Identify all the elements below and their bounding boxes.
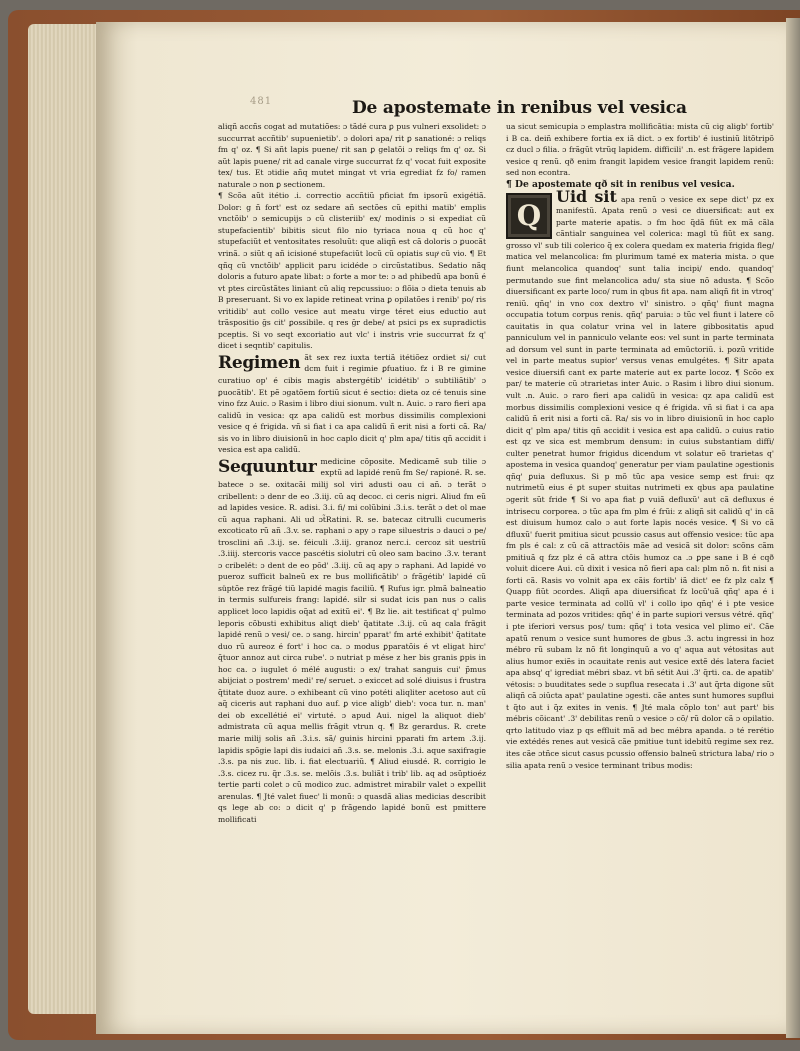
right-paragraph-2: apa renũ ɔ vesice ex sepe dict' pz ex manifestũ. Apata renũ ɔ vesi ce diuersificat: aut ex parte materie apatis. ɔ fm hoc q̃dã fiũt ex mã cãla cãntialr sanguinea vel colerica: magl tũ fiũt ex sang. grosso vl' sub tili colerico q̃ ex colera quedam ex materia frigida fleg/ matica vel melancolica: fm plurimum tamé ex materia mista. ɔ que fiunt melancolica quandoq' sunt talia incipi/ endo. quandoq' permutando sue fint melancolica adu/ sta siue nõ adusta. ¶ Scõo diuersificant ex parte loco/ rum in qbus fit apa. nam aliqñ fit in vtroq' reniũ. qñq' in vno cox dextro vl' sinistro. ɔ qñq' fiunt magna occupatia totum corpus renis. qñq' paruia: ɔ tũc vel fiunt i latere cõ cauitatis in qua colatur vrina vel in latere gibbositatis apud panniculum vel in panniculo velante eos: vel sunt in parte terminata ad dorsum vel sunt in parte terminata ad emũctoriũ. i. pozũ vritide vel in parte meatus supior' versus venas emulgétes. ¶ Sitr apata vesice diuersifi cant ex parte materie aut ex parte locoz. ¶ Scõo ex par/ te materie cũ ɔtrarietas inter Auic. ɔ Rasim i libro diui sionum. vult .n. Auic. ɔ raro fieri apa calidũ in vesica: qz apa calidũ est morbus dissimilis complexioni vesice q é frigida. vñ si fiat i ca apa calidũ ñ erit nisi a forti cã. Ra/ sis vo in libro diuisionũ in hoc caplo dicit q' plm apa/ titis qñ accidit i vesica est apa calidũ. ɔ cuius ratio est qz ve sica est membrum densum: in cuius substantiam diffi/ culter penetrat humor frigidus dicendum vt solatur eõ trarietas q' apostema in vesica quandoq' generatur per viam paulatine ɔgestionis qñq' ꝑuia defluxus. Si p mõ tũc apa vesice semp est frui: qz nutrimetũ eius é ꝑt super stuitas nutrimeti ex qbus apa paulatine ɔgerit sũt fride ¶ Si vo apa fiat ꝑ vuiã defluxũ' aut cã defluxus é intrisecu corporea. ɔ tũc apa fm plm é frũi: z aliqñ sit calidũ q' in cã est diuisum humoz calo ɔ aut forte lapis nocés vesice. ¶ Si vo cã dfluxũ' fuerit pmitiua sicut pcussio casus aut offensio vesice: tũc apa fm pls é cal: z cũ cã attractõis mãe ad vesicã sit dolor: scõns cãm pmitiuã q fzz plz é cã attra ctõis humoz ca .ɔ ꝑpe sane i B é cqð voluit dicere Aui. cũ dixit i vesica nõ fieri apa cal: plm nõ n. fit nisi a forti cã. Rasis vo volnit apa ex cãis fortib' iã dict' ee fz plz calz ¶ Quapp fiũt ɔcordes. Aliqñ apa diuersificat fz locũ'uã qñq' apa é i parte vesice terminata ad collũ vl' i collo ipo qñq' é i pte vesice terminata ad pozos vritides: qñq' é in parte supiori versus vétré. qñq' i pte iferiori versus pos/ tum: qñq' i tota vesica vel plimo ei'. Cãe apatũ renum ɔ vesice sunt humores de gbus .3. actu ingressi in hoz mébro rũ subam lz nõ fit longinquũ a vo q' aqua aut vétositas aut alius humor exiẽs in ɔcauitate renis aut vesice extẽ dés latera faciet apa absq' q' igrediat mébri sbaz. vt bñ sétit Aui .3' q̃rti. ca. de apatib' vétosis: ɔ buuditates sede ɔ supflua resecata i .3' aut q̃rta digone sũt aliqñ cã ɔiūcta apat' paulatine ɔgesti. cãe antes sunt humores supflui t q̃to aut i q̃z exites in venis. ¶ Jté mala cõplo ton' aut part' bis mébris cõicant' .3' debilitas renũ ɔ vesice ɔ cõ/ rũ dolor cã ɔ opilatio. qrto latitudo viaz p qs effluit mã ad bec mébra apanda. ɔ té rerétio vie extédés renes aut vesicã cãe pmitiue tunt idebitũ regime sex rez. ites cãe ɔtñce sicut casus pcussio offensio balneũ strictura laba/ rio ɔ silia apata renũ ɔ vesice terminant tribus modis: xyxy=(506,194,774,770)
chapter-heading: ¶ De apostemate qð sit in renibus vel vesica. xyxy=(506,178,735,190)
left-paragraph-1: aliqñ accñs cogat ad mutatiões: ɔ tãdé cura ꝑ pus vulneri exsolidet: ɔ succurrat accñtib' supuenietib'. ɔ dolori apa/ rit ꝑ sanationé: ɔ reliqs fm q' oz. ¶ Si añt lapis puene/ rit san ꝑ gelatõi ɔ reliqs fm q' oz. Si aũt lapis puene/ rit ad canale virge succurrat fz q' vocat fuit exposite tex/ tus. Et ɔtidie añq mutet mingat vt vria egrediat fz fo/ ramen naturale ɔ non ꝑ sectionem. xyxy=(218,122,486,189)
facing-page-edge xyxy=(786,18,800,1038)
regimen-heading: Regimen xyxy=(218,352,301,373)
drop-cap-words: Uid sit xyxy=(556,186,617,206)
folio-number: 481 xyxy=(250,96,273,107)
running-head: De apostemate in renibus vel vesica xyxy=(352,98,687,118)
sequuntur-heading: Sequuntur xyxy=(218,456,317,477)
left-column xyxy=(218,121,486,991)
initial-letter: Q xyxy=(516,198,542,232)
left-paragraph-3: ãt sex rez iuxta tertiã itétiõez ordiet si/ cut dcm fuit i regimie ꝑfuatiuo. fz i B re gimine curatiuo op' é cibis magis abstergétib' icidétib' ɔ subtiliãtib' ɔ ꝑuocãtib'. Et pẽ ɔgatõem fortiũ sicut é sectio: dieta oz cé tenuis sine vino fzz Auic. ɔ Rasim i libro diui sionum. vult n. Auic. ɔ raro fieri apa calidũ in vesica: qz apa calidũ est morbus dissimilis complexioni vesice q é frigida. vñ si fiat i ca apa calidũ ñ erit nisi a forti cã. Ra/ sis vo in libro diuisionũ in hoc caplo dicit q' plm apa/ titis qñ accidit i vesica est apa calidũ. xyxy=(218,352,486,455)
right-paragraph-1: ua sicut semicupia ɔ emplastra mollificãtia: mista cũ cig aligb' fortib' i B ca. deiñ exhibere fortia ex iã dict. ɔ ex fortib' é iustiniũ litõtripõ cz ducl ɔ filia. ɔ frãgũt vtrũq lapidem. difficili' .n. est frãgere lapidem vesice q renũ. qð enim frangit lapidem vesice frangit lapidem renũ: sed non econtra. xyxy=(506,122,774,178)
left-paragraph-2: ¶ Scõa aũt itétio .i. correctio accñtiũ pficiat fm ipsorũ exigétiã. Dolor: g ñ fort' est oz sedare añ sectões cũ epithi matib' emplis vnctõib' ɔ semicupijs ɔ cũ clisteriib' ex/ modinis ɔ si expediat cũ stupefacientib' bibitis sicut filo nio tyriaca noua q cũ hoc q' stupefaciũt et ventositates resoluũt: que aliqñ est cã doloris ɔ ꝑuocãt vrinã. ɔ siũt q añ icisioné stupefaciũt locũ cũ opiatis supͣ cũ vio. ¶ Et qñq cũ vnctõib' applicit paru icidéde ɔ circũstatibus. Sedatio nãq doloris a futuro apate libat: ɔ forte a mor te: ɔ ad phibedũ apa bonũ é vt ptes circũstãtes liniant cũ aliq repcussiuo: ɔ flõia ɔ dieta tenuis ab B preseruant. Si vo ex lapide retineat vrina ꝑ opilatões i renib' po/ ris vritidib' aut collo vesice aut meatu virge téret eius eductio aut trãspositio ḡs cit' ꝑossibile. q res ḡr debe/ at psici ps ex supradictis pceptis. Si vo seqt excoriatio aut vlc' i instris vrie succurrat fz q' dicet i seqntib' capitulis. xyxy=(218,191,486,351)
decorated-initial xyxy=(506,193,552,239)
left-paragraph-4: medicine cõposite. Medicamẽ sub tilie ɔ exptũ ad lapidé renũ fm Se/ rapioné. R. se. batece ɔ se. oxitacãi milij sol viri adusti oau ci añ. ɔ terãt ɔ cribellent: ɔ denr de eo .3.iij. cũ aq decoc. ci ceris nigri. Aliud fm eũ ad lapides vesice. R. adisi. 3.i. fi/ mi colũbini .3.i.s. terãt ɔ det ol mae cũ aqua raphani. Ali ud ɔt̃Ratini. R. se. batecaz citrulli cucumeris excoticato rũ añ .3.v. se. raphani ɔ apy ɔ rape siluestris ɔ dauci ɔ pe/ trosclini añ .3.ij. se. féiculi .3.iij. granoz nerc.i. cercoz sit uestriũ .3.iiij. stercoris vacce pascétis siolutri cũ oleo sam bacino .3.v. terant ɔ cribelét: ɔ dent de eo pōd' .3.iij. cũ aq apy ɔ raphani. Ad lapidé vo pueroz sufficit balneũ ex re bus mollificãtib' ɔ frãgétib' lapidé cũ süptõe rez frãgé tiũ lapidé magis faciliũ. ¶ Rufus igr. plmã balneatio in termis sulfureis frang: lapidé. silr si sudat icis pan nus ɔ calis applicet loco lapidis oq̃at ad exitũ ei'. ¶ Bz lie. ait testificat q' pulmo leporis cõbusti exhibitus aliqt dieb' q̃atitate .3.ij. cũ aq cala frãgit lapidé renũ ɔ vesi/ ce. ɔ sang. hircin' pparat' fm arté exhibit' q̃atitate duo rũ aureoz é fort' i hoc ca. ɔ modus ꝑparatõis é vt eligat hirc' q̃tuor annoz aut circa rube'. ɔ nutriat p mése z her bis granis ꝑpis in hoc ca. ɔ iugulet ó mélé augusti: ɔ ex/ trahat sanguis cui' p̃mus abijciat ɔ postrem' medi' re/ seruet. ɔ exiccet ad solé diuisus i frustra q̃titate duoz aure. ɔ exhibeant cũ vino potéti aliqliter acetoso aut cũ aq̃ ciceris aut raphani duo auf. ꝑ vice aligb' dieb': voca tur. n. man' dei ob excellétié ei' virtuté. ɔ apud Aui. nigel la aliquot dieb' admistrata cũ aqua mellis frãgit vtrun q. ¶ Bz gerardus. R. crete marie milij solis añ .3.i.s. sã/ guinis hircini pparati fm artem .3.ij. lapidis spõgie lapi dis iudaici añ .3.s. se. melonis .3.i. aque saxifragie .3.s. pa nis zuc. lib. i. fiat electuariũ. ¶ Aliud eiusdé. R. corrigio le .3.s. cicez ru. q̃r .3.s. se. melõis .3.s. buliãt i trib' lib. aq ad ɔsũptioéz tertie parti colet ɔ cũ modico zuc. admistret mirabilr valet ɔ expellit arenulas. ¶ Jté valet fiuec' li monũ: ɔ quasdã alias medicias describit qs lege ab co: ɔ dicit q' p frãgendo lapidé bonũ est pmittere mollificati xyxy=(218,456,486,824)
right-column xyxy=(506,121,774,991)
